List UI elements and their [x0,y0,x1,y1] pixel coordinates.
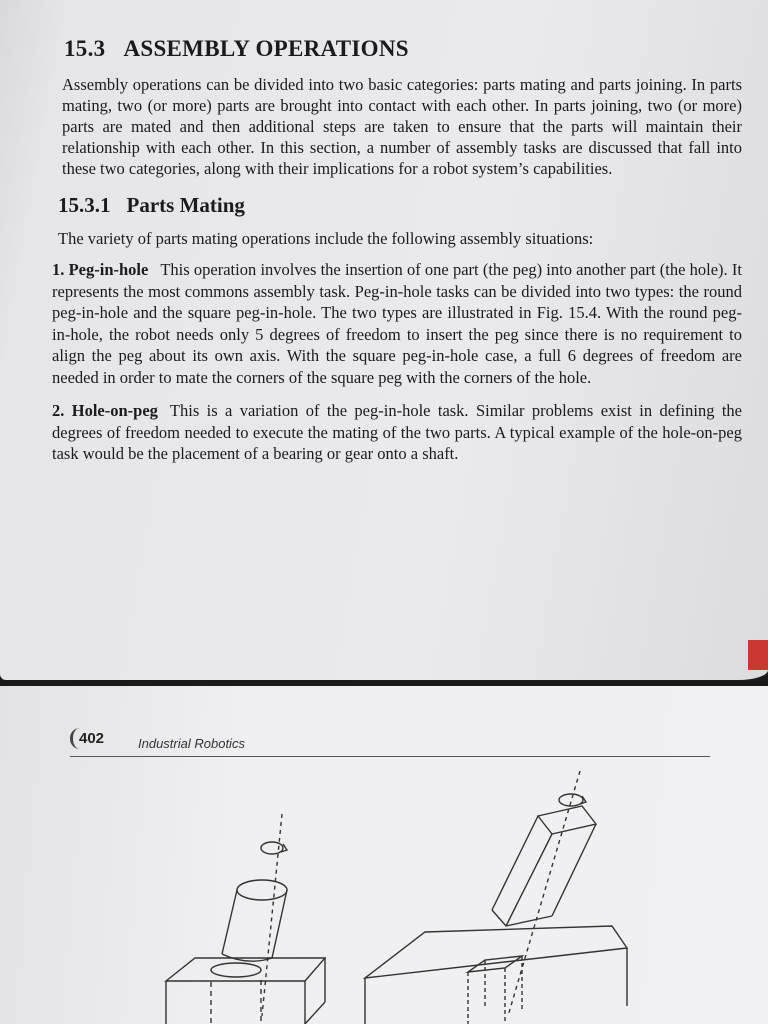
section-title: ASSEMBLY OPERATIONS [123,36,409,61]
item-text: This operation involves the insertion of one part (the peg) into another part (the hole). It represents the most commons assembly task. Peg-in-hole tasks can be divided into two types: the round peg-in-hole and the square peg-in-hole. The two types are illustrated in Fig. 15.4. With the round peg-in-hole, the robot needs only 5 degrees of freedom to insert the peg since there is no requirement to align the peg about its own axis. With the square peg-in-hole case, a full 6 degrees of freedom are needed in order to mate the corners of the square peg with the corners of the hole. [52,260,742,387]
book-page-bottom [0,686,768,1024]
round-peg-in-hole-drawing [166,814,325,1024]
section-heading [64,36,742,62]
section-number: 15.3 [64,36,106,61]
figure-drawing [0,686,768,1024]
subsection-intro: The variety of parts mating operations include the following assembly situations: [58,229,594,248]
running-head: Industrial Robotics [138,736,245,751]
list-item [52,400,742,465]
rotation-arrow-icon [559,794,583,806]
page-content [52,30,742,477]
subsection-heading [58,193,742,218]
page-number: 402 [70,728,110,749]
square-peg-in-hole-drawing [365,771,627,1024]
rotation-arrow-icon [261,842,283,854]
item-text: This is a variation of the peg-in-hole task. Similar problems exist in defining the degrees of freedom needed to execute the mating of the two parts. A typical example of the hole-on-peg task would be the placement of a bearing or gear onto a shaft. [52,401,742,463]
item-title: 1. Peg-in-hole [52,260,149,279]
section-paragraph: Assembly operations can be divided into two basic categories: parts mating and parts joining. In parts mating, two (or more) parts are brought into contact with each other. In parts joining, two (or more) parts are mated and then additional steps are taken to ensure that the parts will maintain their relationship with each other. In this section, a number of assembly tasks are discussed that fall into these two categories, along with their implications for a robot system’s capabilities. [62,75,742,178]
subsection-number: 15.3.1 [58,193,111,217]
list-item [52,259,742,388]
subsection-title: Parts Mating [126,193,245,217]
item-title: 2. Hole-on-peg [52,401,158,420]
